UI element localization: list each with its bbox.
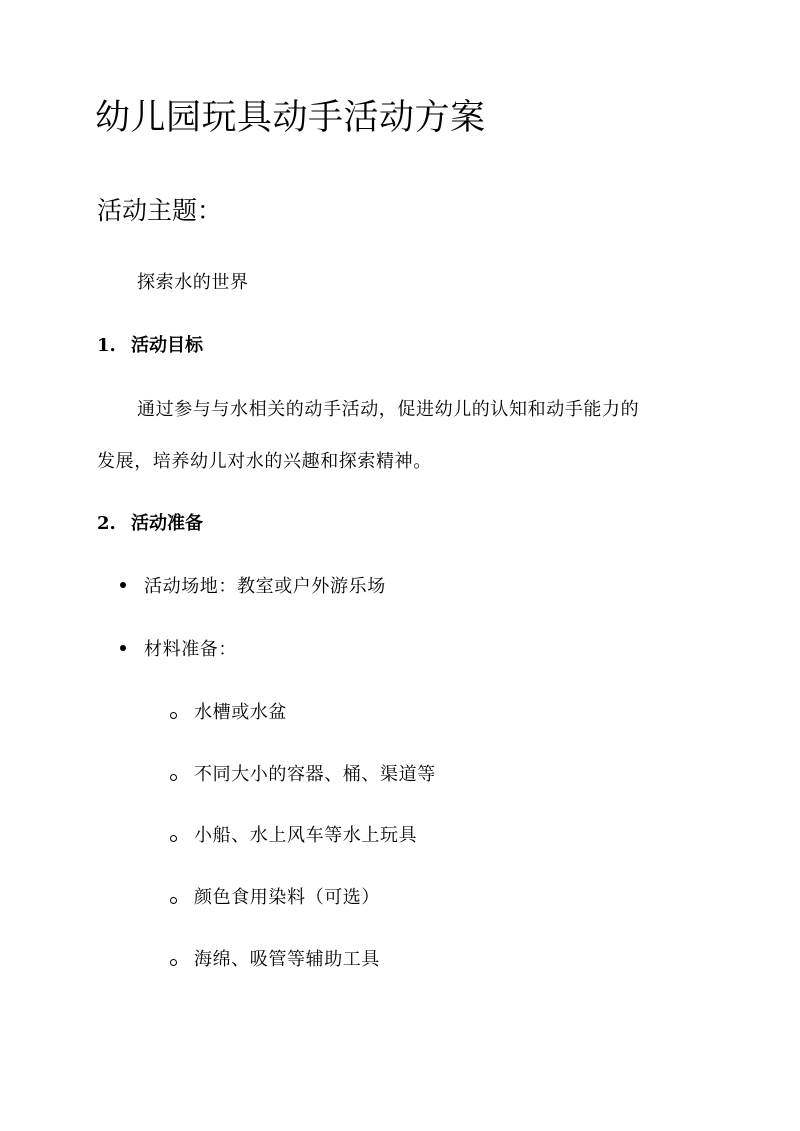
sub-list-item [170,885,380,911]
section-title: 活动目标 [131,335,203,356]
bullet-circle-icon [170,897,177,904]
section-number: 2. [97,513,116,534]
sub-list-item-text: 小船、水上风车等水上玩具 [194,825,418,846]
list-item [120,574,386,600]
sub-list-item [170,823,417,849]
bullet-circle-icon [170,959,177,966]
list-item-text: 材料准备： [144,639,237,660]
bullet-circle-icon [170,712,177,719]
bullet-dot-icon [120,645,126,651]
document-title: 幼儿园玩具动手活动方案 [95,98,486,138]
section-title: 活动准备 [131,513,203,534]
sub-list-item [170,762,436,788]
goals-paragraph-line-2: 发展，培养幼儿对水的兴趣和探索精神。 [97,451,432,472]
sub-list-item-text: 水槽或水盆 [194,702,287,723]
sub-list-item-text: 海绵、吸管等辅助工具 [194,949,380,970]
bullet-dot-icon [120,582,126,588]
bullet-circle-icon [170,774,177,781]
section-number: 1. [97,335,116,356]
theme-text: 探索水的世界 [137,272,249,293]
goals-paragraph-line-1: 通过参与与水相关的动手活动，促进幼儿的认知和动手能力的 [137,399,640,420]
list-item-text: 活动场地：教室或户外游乐场 [144,576,386,597]
list-item [120,637,237,663]
section-heading-goals [97,333,203,359]
theme-heading: 活动主题： [97,196,223,225]
sub-list-item [170,700,287,726]
sub-list-item-text: 不同大小的容器、桶、渠道等 [194,764,436,785]
sub-list-item-text: 颜色食用染料（可选） [194,887,380,908]
section-heading-preparation [97,511,203,537]
sub-list-item [170,947,380,973]
bullet-circle-icon [170,835,177,842]
